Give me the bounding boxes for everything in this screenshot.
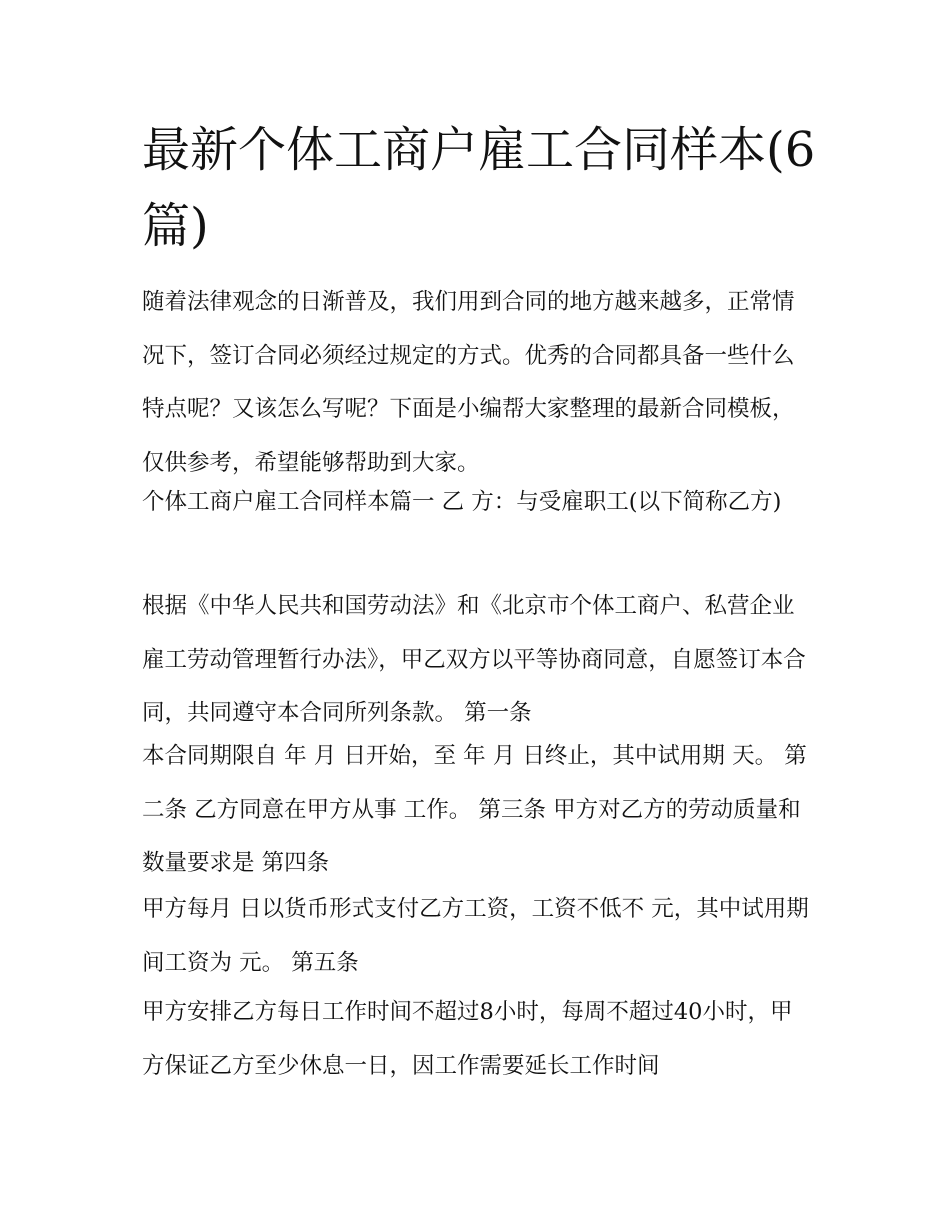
paragraph-term: 本合同期限自 年 月 日开始，至 年 月 日终止，其中试用期 天。 第二条 乙方同意在甲方从事 工作。 第三条 甲方对乙方的劳动质量和数量要求是 第四条 — [142, 743, 807, 876]
paragraph-basis: 根据《中华人民共和国劳动法》和《北京市个体工商户、私营企业雇工劳动管理暂行办法》，甲乙双方以平等协商同意，自愿签订本合同，共同遵守本合同所列条款。 第一条 — [142, 593, 806, 726]
paragraph-wages: 甲方每月 日以货币形式支付乙方工资，工资不低不 元，其中试用期间工资为 元。 第五条 — [142, 896, 809, 976]
paragraph-intro: 随着法律观念的日渐普及，我们用到合同的地方越来越多，正常情况下，签订合同必须经过规定的方式。优秀的合同都具备一些什么特点呢？又该怎么写呢？下面是小编帮大家整理的最新合同模板，仅供参考，希望能够帮助到大家。 — [142, 289, 795, 476]
paragraph-hours: 甲方安排乙方每日工作时间不超过8小时，每周不超过40小时，甲方保证乙方至少休息一日，因工作需要延长工作时间 — [142, 999, 793, 1079]
document-title: 最新个体工商户雇工合同样本(6篇) — [142, 122, 816, 254]
paragraph-heading-party: 个体工商户雇工合同样本篇一 乙 方：与受雇职工(以下简称乙方) — [142, 489, 782, 515]
